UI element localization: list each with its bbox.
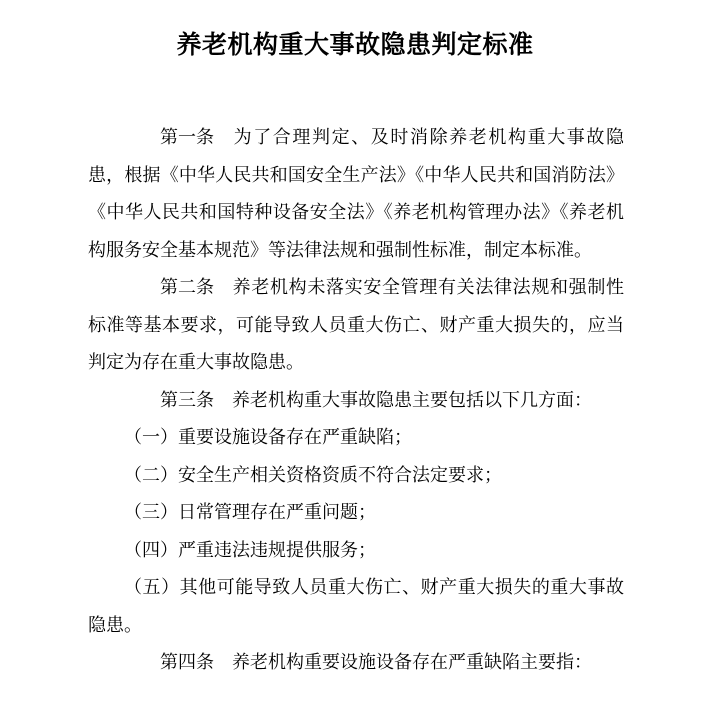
article-label: 第一条: [160, 127, 214, 148]
article-text: 养老机构未落实安全管理有关法律法规和强制性标准等基本要求，可能导致人员重大伤亡、财产重大损失的，应当判定为存在重大事故隐患。: [88, 277, 624, 373]
article-label: 第二条: [160, 277, 214, 298]
article-label: 第四条: [160, 652, 214, 673]
list-item-2: （二）安全生产相关资格资质不符合法定要求；: [124, 464, 502, 486]
list-item-1: （一）重要设施设备存在严重缺陷；: [124, 427, 412, 448]
list-item-3: （三）日常管理存在严重问题；: [124, 502, 376, 523]
article-3: [88, 382, 624, 420]
list-item-5: （五）其他可能导致人员重大伤亡、财产重大损失的重大事故隐患。: [88, 577, 624, 636]
article-2: [88, 269, 624, 382]
document-title: 养老机构重大事故隐患判定标准: [176, 30, 534, 59]
article-label: 第三条: [160, 389, 214, 411]
document-body: [88, 119, 624, 682]
article-text: 养老机构重大事故隐患主要包括以下几方面：: [232, 389, 592, 411]
list-item-4: （四）严重违法违规提供服务；: [124, 539, 376, 561]
article-text: 养老机构重要设施设备存在严重缺陷主要指：: [232, 652, 592, 673]
article-text: 为了合理判定、及时消除养老机构重大事故隐患，根据《中华人民共和国安全生产法》《中华人民共和国消防法》《中华人民共和国特种设备安全法》《养老机构管理办法》《养老机构服务安全基本规范》等法律法规和强制性标准，制定本标准。: [88, 127, 624, 261]
article-4: [88, 644, 624, 682]
article-1: [88, 119, 624, 269]
